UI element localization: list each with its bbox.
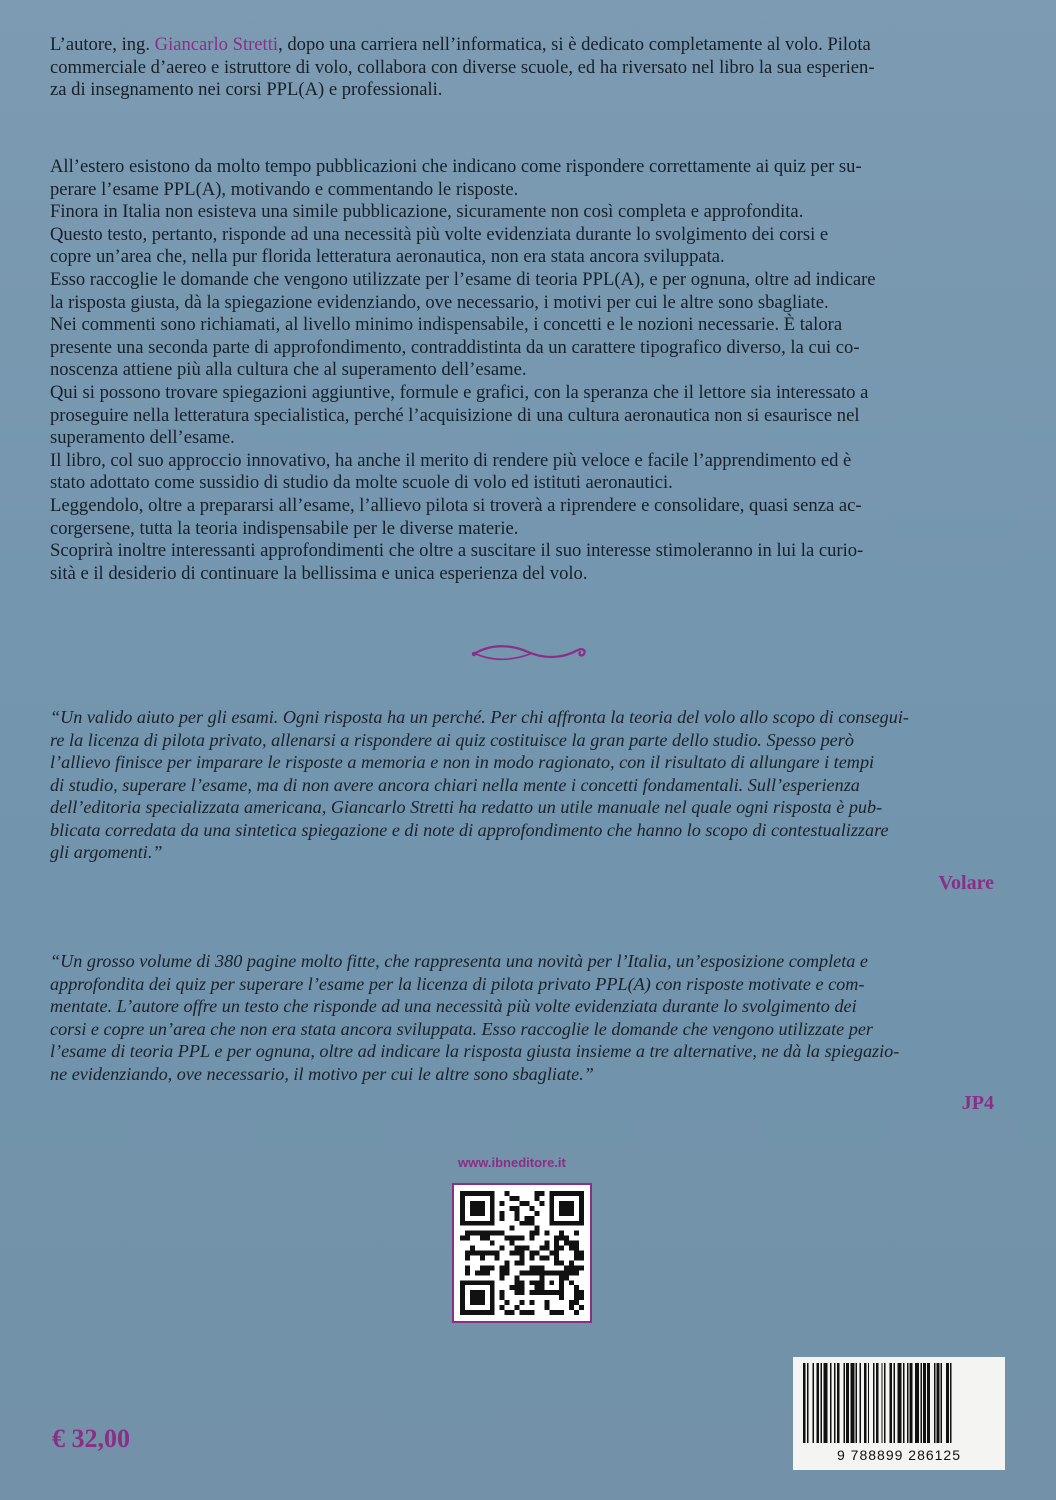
qr-code-icon: [460, 1191, 584, 1315]
barcode-icon: [793, 1357, 1005, 1447]
author-bio-line: commerciale d’aereo e istruttore di volo, collabora con diverse scuole, ed ha riversato nel libro la sua esperien-: [50, 56, 875, 78]
description-line: proseguire nella letteratura specialistica, perché l’acquisizione di una cultura aeronautica non si esaurisce nel: [50, 404, 860, 426]
description-line: Nei commenti sono richiamati, al livello minimo indispensabile, i concetti e le nozioni necessarie. È talora: [50, 314, 843, 336]
review-source-volare: Volare: [938, 872, 994, 894]
review-line: ne evidenziando, ove necessario, il motivo per cui le altre sono sbagliate.”: [50, 1063, 594, 1084]
review-line: corsi e copre un’area che non era stata ancora sviluppata. Esso raccoglie le domande che vengono utilizzate per: [50, 1018, 873, 1039]
description-line: presente una seconda parte di approfondimento, contraddistinta da un carattere tipografico diverso, la cui co-: [50, 336, 860, 358]
review-line: dell’editoria specializzata americana, Giancarlo Stretti ha redatto un utile manuale nel quale ogni risposta è pub-: [50, 797, 883, 817]
author-bio-line: za di insegnamento nei corsi PPL(A) e professionali.: [50, 79, 443, 101]
description-line: Qui si possono trovare spiegazioni aggiuntive, formule e grafici, con la speranza che il lettore sia interessato a: [50, 381, 869, 403]
description-line: Leggendolo, oltre a prepararsi all’esame, l’allievo pilota si troverà a riprendere e consolidare, quasi senza ac-: [50, 494, 862, 516]
review-line: re la licenza di pilota privato, allenarsi a rispondere ai quiz costituisce la gran parte dello studio. Spesso però: [50, 729, 854, 750]
barcode-digits: 9 788899 286125: [837, 1447, 961, 1463]
ornament-flourish-icon: [470, 640, 590, 668]
isbn-barcode: [793, 1357, 1005, 1470]
description-line: sità e il desiderio di continuare la bellissima e unica esperienza del volo.: [50, 562, 588, 584]
book-description: [50, 156, 998, 585]
publisher-url: www.ibneditore.it: [458, 1155, 566, 1170]
review-line: “Un valido aiuto per gli esami. Ogni risposta ha un perché. Per chi affronta la teoria del volo allo scopo di consegui-: [50, 707, 909, 727]
description-line: Questo testo, pertanto, risponde ad una necessità più volte evidenziata durante lo svolgimento dei corsi e: [50, 223, 829, 245]
description-line: Il libro, col suo approccio innovativo, ha anche il merito di rendere più veloce e facile l’apprendimento ed è: [50, 449, 852, 471]
review-line: mentate. L’autore offre un testo che risponde ad una necessità più volte evidenziata durante lo svolgimento dei: [50, 996, 857, 1016]
author-bio-line: L’autore, ing. Giancarlo Stretti, dopo una carriera nell’informatica, si è dedicato completamente al volo. Pilota: [50, 34, 871, 55]
review-source-jp4: JP4: [961, 1092, 994, 1114]
price-label: € 32,00: [52, 1424, 130, 1453]
author-bio: [50, 34, 998, 102]
description-line: copre un’area che, nella pur florida letteratura aeronautica, non era stata ancora sviluppata.: [50, 246, 725, 268]
review-line: l’allievo finisce per imparare le risposte a memoria e non in modo ragionato, con il risultato di allungare i tempi: [50, 752, 875, 772]
description-line: la risposta giusta, dà la spiegazione evidenziando, ove necessario, i motivi per cui le altre sono sbagliate.: [50, 291, 829, 313]
description-line: Finora in Italia non esisteva una simile pubblicazione, sicuramente non così completa e approfondita.: [50, 201, 804, 223]
description-line: superamento dell’esame.: [50, 427, 235, 449]
author-name: Giancarlo Stretti: [154, 34, 279, 55]
review-line: gli argomenti.”: [50, 842, 163, 862]
qr-code: [452, 1183, 592, 1323]
description-line: noscenza attiene più alla cultura che al superamento dell’esame.: [50, 359, 527, 381]
review-line: approfondita dei quiz per superare l’esame per la licenza di pilota privato PPL(A) con risposte motivate e com-: [50, 973, 865, 994]
review-line: l’esame di teoria PPL e per ognuna, oltre ad indicare la risposta giusta insieme a tre alternative, ne dà la spiegazio-: [50, 1041, 900, 1061]
review-quote-volare: [50, 706, 1010, 864]
description-line: perare l’esame PPL(A), motivando e commentando le risposte.: [50, 178, 519, 200]
review-line: blicata corredata da una sintetica spiegazione e di note di approfondimento che hanno lo scopo di contestualizzare: [50, 819, 889, 840]
review-quote-jp4: [50, 950, 1010, 1085]
description-line: All’estero esistono da molto tempo pubblicazioni che indicano come rispondere correttamente ai quiz per su-: [50, 156, 862, 177]
description-line: Scoprirà inoltre interessanti approfondimenti che oltre a suscitare il suo interesse stimoleranno in lui la curio-: [50, 540, 864, 562]
description-line: corgersene, tutta la teoria indispensabile per le diverse materie.: [50, 517, 519, 539]
description-line: stato adottato come sussidio di studio da molte scuole di volo ed istituti aeronautici.: [50, 472, 673, 494]
review-line: “Un grosso volume di 380 pagine molto fitte, che rappresenta una novità per l’Italia, un’esposizione completa e: [50, 951, 868, 971]
review-line: di studio, superare l’esame, ma di non avere ancora chiari nella mente i concetti fondamentali. Sull’esperienza: [50, 774, 860, 795]
description-line: Esso raccoglie le domande che vengono utilizzate per l’esame di teoria PPL(A), e per ognuna, oltre ad indicare: [50, 268, 876, 290]
